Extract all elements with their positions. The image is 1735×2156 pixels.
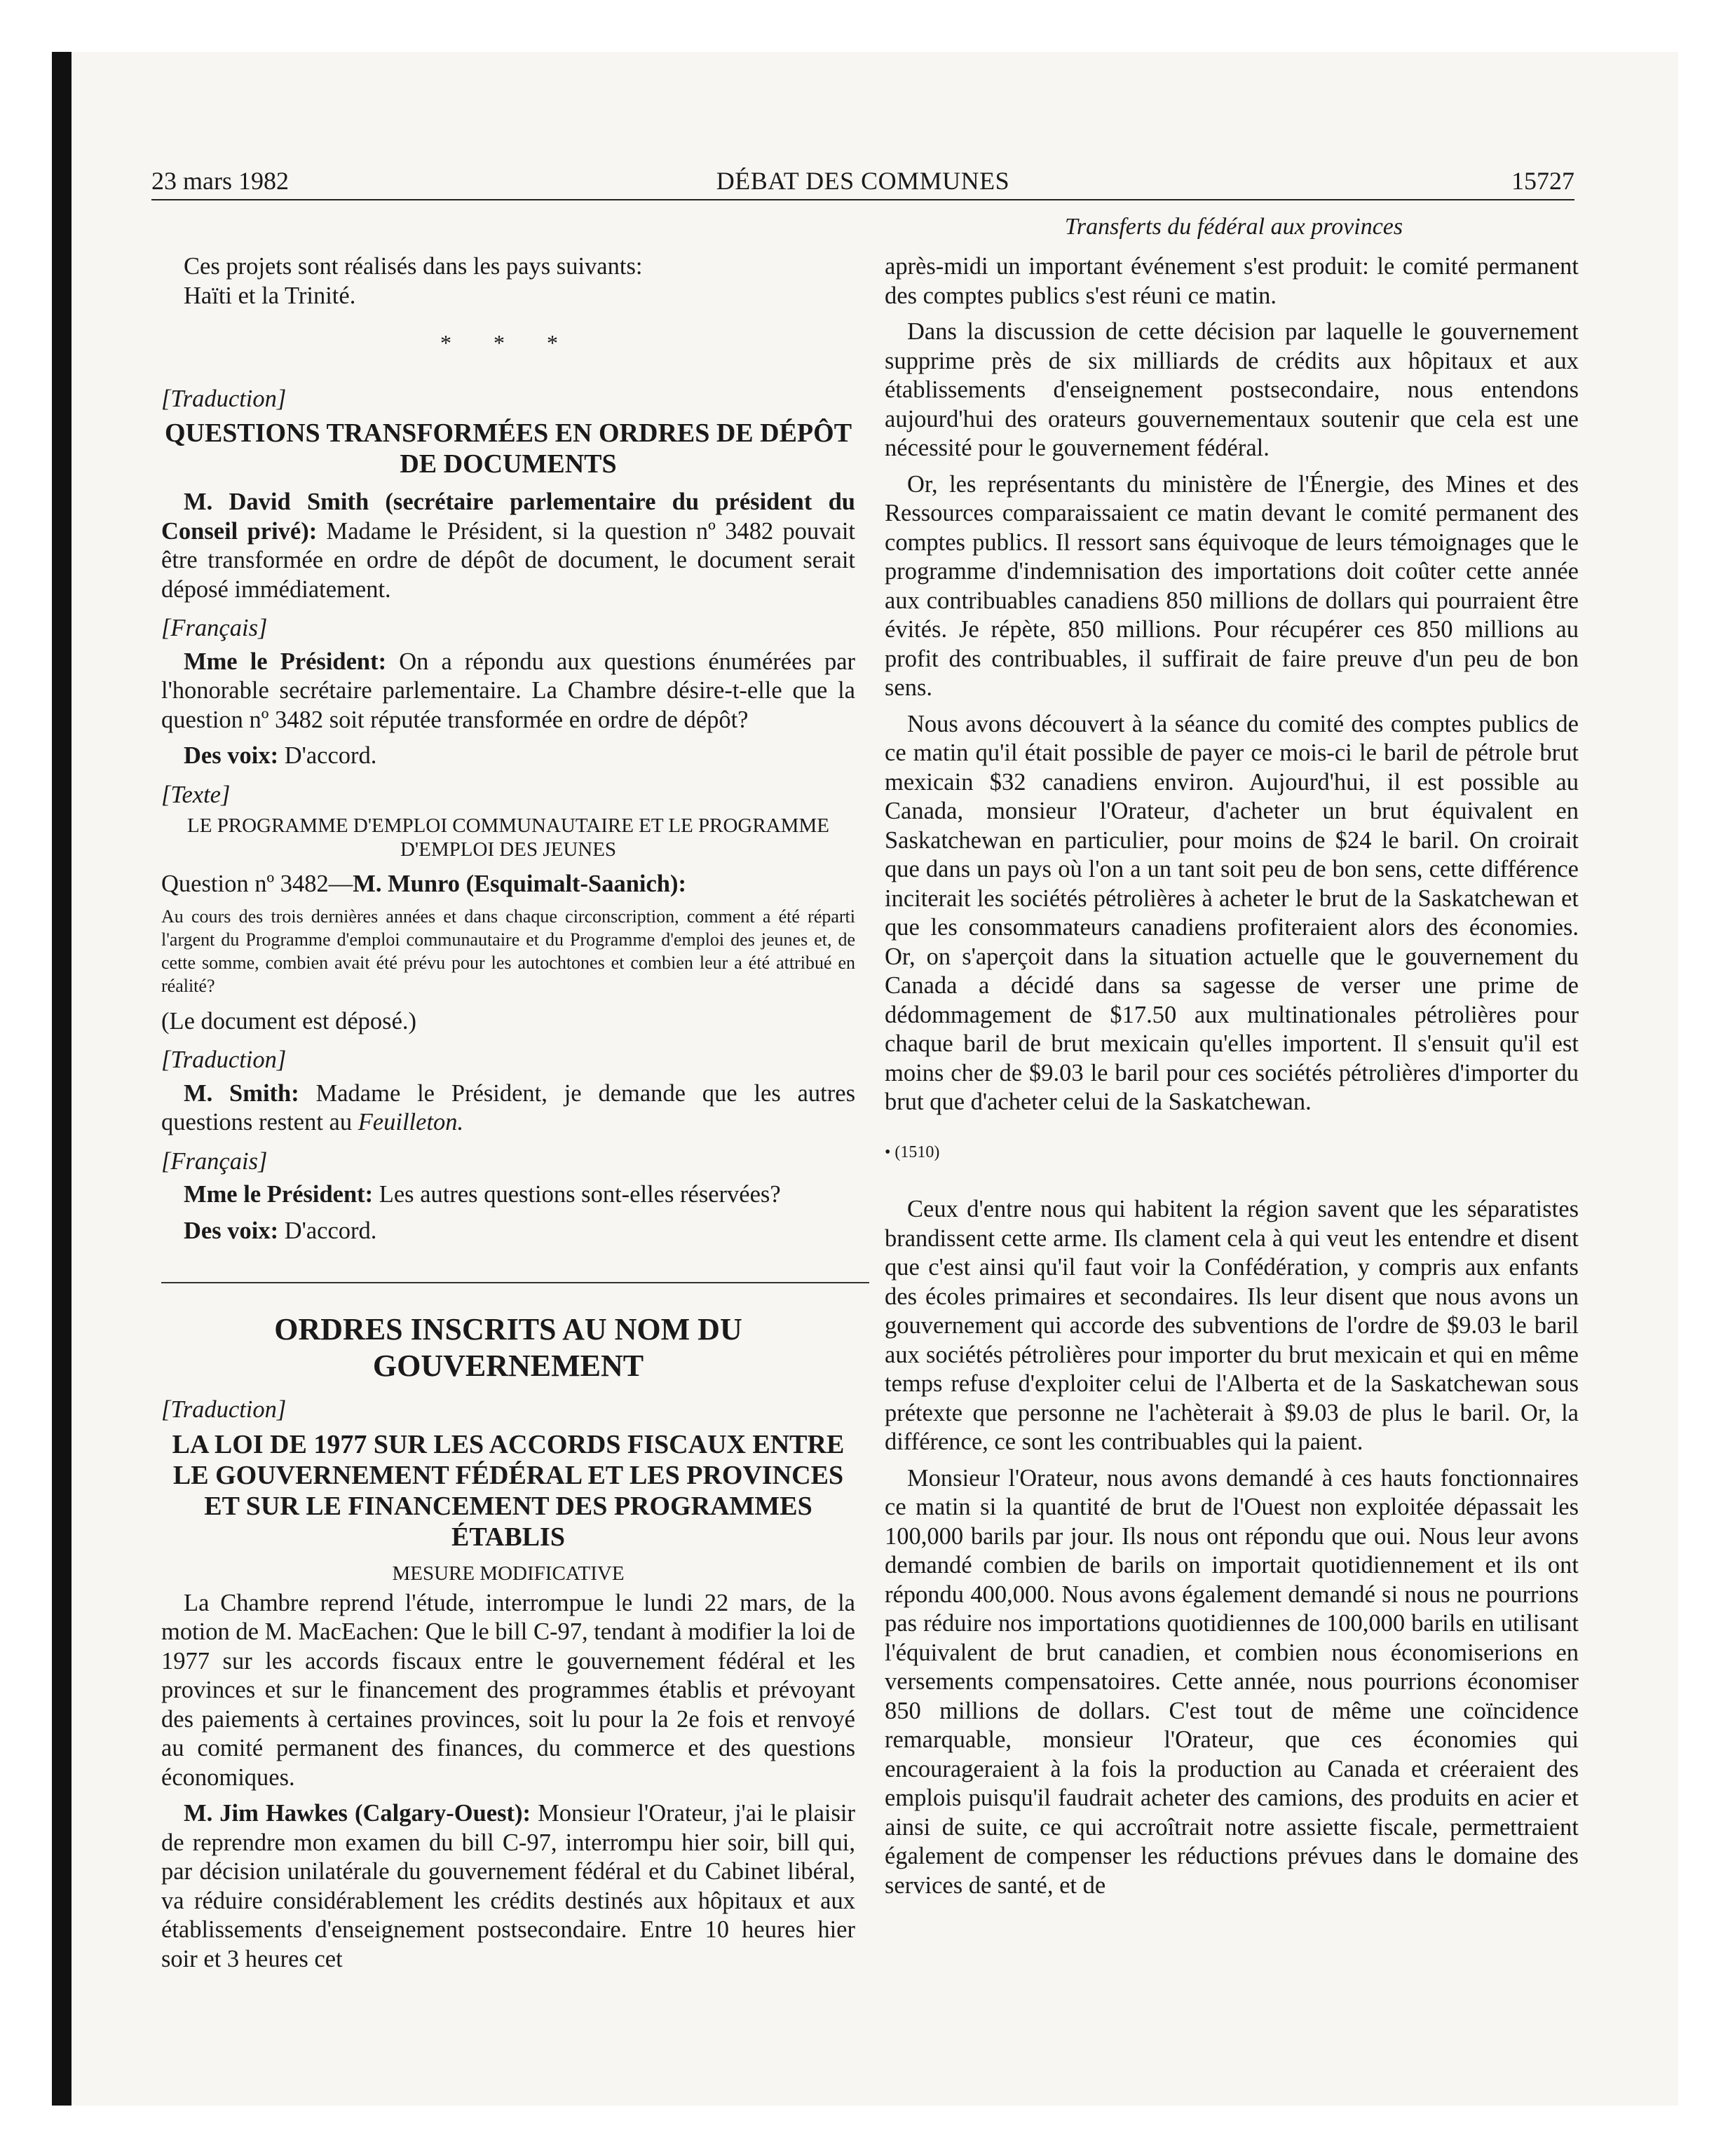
language-tag: [Traduction] [161,385,287,412]
paragraph: Ces projets sont réalisés dans les pays suivants: [184,253,643,280]
major-heading: ORDRES INSCRITS AU NOM DU GOUVERNEMENT [274,1312,742,1383]
speech-paragraph: M. David Smith (secrétaire parlementaire du président du Conseil privé): Madame le Président, si la question nº 3482 pouvait être transformée en ordre de dépôt de document, le document serait déposé immédiatement. [161,489,855,603]
language-tag: [Français] [161,1147,268,1175]
speaker-name: Mme le Président: [184,648,387,675]
paragraph: Ceux d'entre nous qui habitent la région savent que les séparatistes brandissent cette arme. Ils clament cela à qui veut les entendre et disent que c'est ainsi qu'il faut voir la Confédération, y compris aux enfants des écoles primaires et secondaires. Ils leur disent que nous avons un gouvernement qui accorde des subventions de l'ordre de $9.03 le baril aux sociétés pétrolières pour importer du brut mexicain et qui en même temps refuse d'exploiter celui de l'Alberta et de la Saskatchewan sous prétexte que personne ne l'achèterait à $9.03 de plus le baril. Or, la différence, ce sont les contribuables qui la paient. [885,1196,1579,1455]
header-rule [151,199,1574,200]
language-tag: [Traduction] [161,1046,287,1073]
paragraph: Haïti et la Trinité. [184,282,356,309]
page-number: 15727 [1511,167,1574,195]
bill-heading: LA LOI DE 1977 SUR LES ACCORDS FISCAUX ENTRE LE GOUVERNEMENT FÉDÉRAL ET LES PROVINCES ET SUR LE FINANCEMENT DES PROGRAMMES ÉTABLIS [172,1429,845,1552]
language-tag: [Traduction] [161,1396,287,1423]
paragraph: Nous avons découvert à la séance du comité des comptes publics de ce matin qu'il était possible de payer ce mois-ci le baril de pétrole brut mexicain $32 canadiens environ. Aujourd'hui, il est possible au Canada, monsieur l'Orateur, d'acheter un brut équivalent en Saskatchewan en particulier, pour moins de $24 le baril. On croirait que dans un pays où l'on a un tant soit peu de bon sens, cette différence inciterait les sociétés pétrolières à acheter le brut de la Saskatchewan et que les consommateurs canadiens profiteraient alors des économies. Or, on s'aperçoit dans la situation actuelle que le gouvernement du Canada a décidé dans sa sagesse de verser une prime de dédommagement de $17.50 aux multinationales pétrolières pour chaque baril de brut mexicain qu'elles importent. Il s'ensuit qu'il est moins cher de $9.03 le baril pour ces sociétés pétrolières d'importer du brut que d'acheter celui de la Saskatchewan. [885,710,1579,1115]
section-heading: QUESTIONS TRANSFORMÉES EN ORDRES DE DÉPÔT DE DOCUMENTS [164,418,852,479]
paragraph: Dans la discussion de cette décision par laquelle le gouvernement supprime près de six milliards de crédits aux hôpitaux et aux établissements d'enseignement postsecondaire, nous entendons aujourd'hui des orateurs gouvernementaux soutenir que cela est une nécessité pour le gouvernement fédéral. [885,318,1579,461]
speech-paragraph: Des voix: D'accord. [184,1217,377,1244]
speech-paragraph: Mme le Président: On a répondu aux questions énumérées par l'honorable secrétaire parlementaire. La Chambre désire-t-elle que la question nº 3482 soit réputée transformée en ordre de dépôt? [161,648,856,733]
left-column [161,252,855,1981]
paragraph: après-midi un important événement s'est produit: le comité permanent des comptes publics s'est réuni ce matin. [885,253,1579,309]
speech-paragraph: Des voix: D'accord. [184,742,377,769]
question-line: Question nº 3482—M. Munro (Esquimalt-Saanich): [161,871,686,897]
question-body: Au cours des trois dernières années et dans chaque circonscription, comment a été réparti l'argent du Programme d'emploi communautaire et du Programme d'emploi des jeunes et, de cette somme, combien avait été prévu pour les autochtones et combien leur a été attribué en réalité? [161,906,855,996]
question-title: LE PROGRAMME D'EMPLOI COMMUNAUTAIRE ET LE PROGRAMME D'EMPLOI DES JEUNES [187,814,829,861]
binding-edge [52,52,72,2106]
speech-paragraph: M. Jim Hawkes (Calgary-Ouest): Monsieur l'Orateur, j'ai le plaisir de reprendre mon examen du bill C-97, interrompu hier soir, bill qui, par décision unilatérale du gouvernement fédéral et du Cabinet libéral, va réduire considérablement les crédits destinés aux hôpitaux et aux établissements d'enseignement postsecondaire. Entre 10 heures hier soir et 3 heures cet [161,1800,855,1972]
language-tag: [Français] [161,615,268,641]
section-divider [161,1282,869,1283]
speaker-name: M. Smith: [184,1079,299,1107]
speaker-name: Des voix: [184,1217,279,1244]
paragraph: (Le document est déposé.) [161,1007,417,1035]
paragraph: Or, les représentants du ministère de l'Énergie, des Mines et des Ressources comparaissaient ce matin devant le comité permanent des comptes publics. Il ressort sans équivoque de leurs témoignages que le programme d'indemnisation des importations doit coûter cette année aux contribuables canadiens 850 millions de dollars qui pourraient être évités. Je répète, 850 millions. Pour récupérer ces 850 millions au profit des contribuables, il suffirait de faire preuve d'un peu de bon sens. [885,470,1579,701]
header-title: DÉBAT DES COMMUNES [716,167,1010,195]
speech-paragraph: M. Smith: Madame le Président, je demande que les autres questions restent au Feuilleton. [161,1079,855,1135]
speaker-name: Des voix: [184,742,279,769]
subheading: MESURE MODIFICATIVE [392,1562,625,1585]
time-marker: • (1510) [885,1142,940,1161]
running-head: Transferts du fédéral aux provinces [1064,214,1403,240]
language-tag: [Texte] [161,781,231,808]
right-column [885,252,1579,1907]
speaker-name: M. Jim Hawkes (Calgary-Ouest): [184,1800,531,1827]
page-header [151,163,1574,199]
paragraph: La Chambre reprend l'étude, interrompue le lundi 22 mars, de la motion de M. MacEachen: Que le bill C-97, tendant à modifier la loi de 1977 sur les accords fiscaux entre le gouvernement fédéral et les provinces et sur le financement des programmes établis et prévoyant des paiements à certaines provinces, soit lu pour la 2e fois et renvoyé au comité permanent des finances, du commerce et des questions économiques. [161,1589,855,1791]
header-date: 23 mars 1982 [151,167,289,195]
speech-paragraph: Mme le Président: Les autres questions sont-elles réservées? [184,1181,781,1208]
paragraph: Monsieur l'Orateur, nous avons demandé à ces hauts fonctionnaires ce matin si la quantité de brut de l'Ouest non exploitée dépassait les 100,000 barils par jour. Ils nous ont répondu que oui. Nous leur avons demandé combien de barils on importait quotidiennement et ils ont répondu 400,000. Nous avons également demandé si nous ne pourrions pas réduire nos importations quotidiennes de 100,000 barils en utilisant l'équivalent de brut canadien, et combien nous économiserions en versements compensatoires. Cette année, nous pourrions économiser 850 millions de dollars. C'est tout de même une coïncidence remarquable, monsieur l'Orateur, que ces économies qui encourageraient à la fois la production au Canada et créeraient des emplois puisqu'il faudrait acheter des camions, des produits en acier et ainsi de suite, ce qui accroîtrait notre assiette fiscale, permettraient également de compenser les réductions prévues dans le domaine des services de santé, et de [885,1464,1579,1899]
speaker-name: M. David Smith (secrétaire parlementaire du président du Conseil privé): [161,489,855,545]
speaker-name: Mme le Président: [184,1181,374,1208]
section-separator-stars: * * * [440,330,576,355]
speaker-name: M. Munro (Esquimalt-Saanich): [353,871,686,897]
